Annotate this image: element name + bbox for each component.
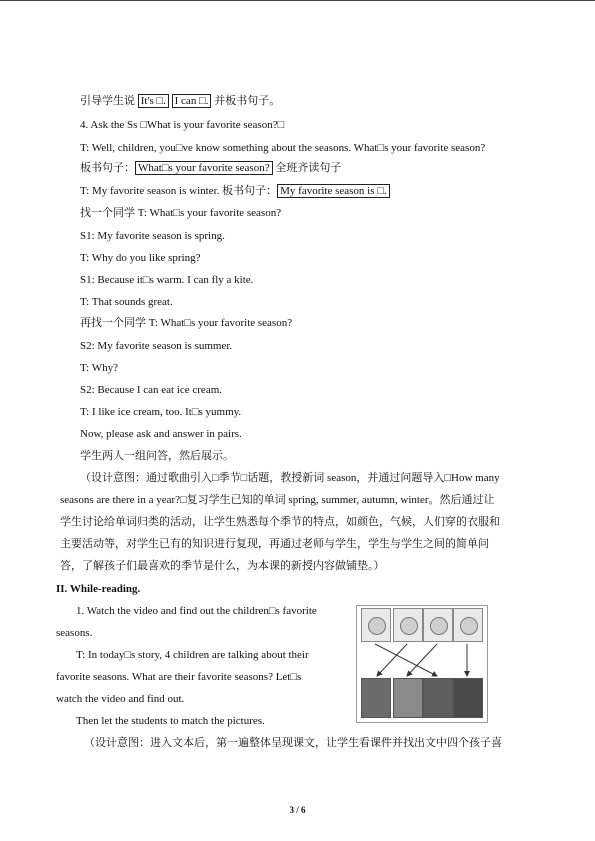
text-line bbox=[80, 94, 280, 108]
season-scene-4 bbox=[453, 678, 483, 718]
season-scene-1 bbox=[361, 678, 391, 718]
text-run: 引导学生说 bbox=[80, 95, 138, 107]
text-run: 并板书句子。 bbox=[211, 95, 281, 107]
match-arrow bbox=[375, 644, 437, 676]
text-line: （设计意图：通过歌曲引入□季节□话题，教授新词 season，并通过问题导入□How many bbox=[80, 472, 500, 484]
text-line: T: That sounds great. bbox=[80, 296, 173, 308]
text-line: II. While-reading. bbox=[56, 583, 141, 595]
boxed-sentence: My favorite season is □. bbox=[277, 184, 390, 198]
boxed-sentence: I can □. bbox=[172, 94, 212, 108]
matching-picture bbox=[356, 605, 488, 723]
text-line: T: I like ice cream, too. It□s yummy. bbox=[80, 406, 242, 418]
text-line: S1: Because it□s warm. I can fly a kite. bbox=[80, 274, 254, 286]
boxed-sentence: What□s your favorite season? bbox=[135, 161, 273, 175]
text-line: Now, please ask and answer in pairs. bbox=[80, 428, 242, 440]
text-line: S2: Because I can eat ice cream. bbox=[80, 384, 223, 396]
boxed-sentence: It's □. bbox=[138, 94, 169, 108]
text-line: T: Well, children, you□ve know something about the seasons. What□s your favorite season? bbox=[80, 142, 486, 154]
text-line: S1: My favorite season is spring. bbox=[80, 230, 225, 242]
text-line: （设计意图：进入文本后，第一遍整体呈现课文，让学生看课件并找出文中四个孩子喜 bbox=[84, 737, 502, 749]
text-run: T: My favorite season is winter. 板书句子： bbox=[80, 185, 278, 197]
text-line: 答，了解孩子们最喜欢的季节是什么，为本课的新授内容做铺垫。） bbox=[60, 560, 385, 572]
text-line: T: In today□s story, 4 children are talking about their bbox=[76, 649, 309, 661]
text-line bbox=[80, 161, 341, 175]
page-top-rule bbox=[0, 0, 595, 1]
match-arrow bbox=[407, 644, 437, 676]
text-line: S2: My favorite season is summer. bbox=[80, 340, 233, 352]
text-line: watch the video and find out. bbox=[56, 693, 185, 705]
text-line: T: Why? bbox=[80, 362, 119, 374]
season-scene-3 bbox=[423, 678, 453, 718]
text-line: 主要活动等，对学生已有的知识进行复现，再通过老师与学生，学生与学生之间的简单问 bbox=[60, 538, 489, 550]
text-line: 4. Ask the Ss □What is your favorite season?□ bbox=[80, 119, 285, 131]
text-line: favorite seasons. What are their favorite seasons? Let□s bbox=[56, 671, 302, 683]
text-line: seasons are there in a year?□复习学生已知的单词 spring, summer, autumn, winter。然后通过让 bbox=[60, 494, 495, 506]
text-line: 1. Watch the video and find out the children□s favorite bbox=[76, 605, 317, 617]
text-line: T: Why do you like spring? bbox=[80, 252, 201, 264]
text-line: seasons. bbox=[56, 627, 93, 639]
text-line: 再找一个同学 T: What□s your favorite season? bbox=[80, 317, 293, 329]
page-number: 3 / 6 bbox=[289, 805, 306, 815]
text-line: 找一个同学 T: What□s your favorite season? bbox=[80, 207, 282, 219]
text-line: Then let the students to match the pictures. bbox=[76, 715, 265, 727]
text-run: 板书句子： bbox=[80, 162, 135, 174]
text-line: 学生讨论给单词归类的活动，让学生熟悉每个季节的特点，如颜色，气候，人们穿的衣服和 bbox=[60, 516, 500, 528]
season-scene-2 bbox=[393, 678, 423, 718]
match-arrow bbox=[377, 644, 407, 676]
text-line bbox=[80, 184, 390, 198]
text-run: 全班齐读句子 bbox=[272, 162, 342, 174]
text-line: 学生两人一组问答，然后展示。 bbox=[80, 450, 234, 462]
